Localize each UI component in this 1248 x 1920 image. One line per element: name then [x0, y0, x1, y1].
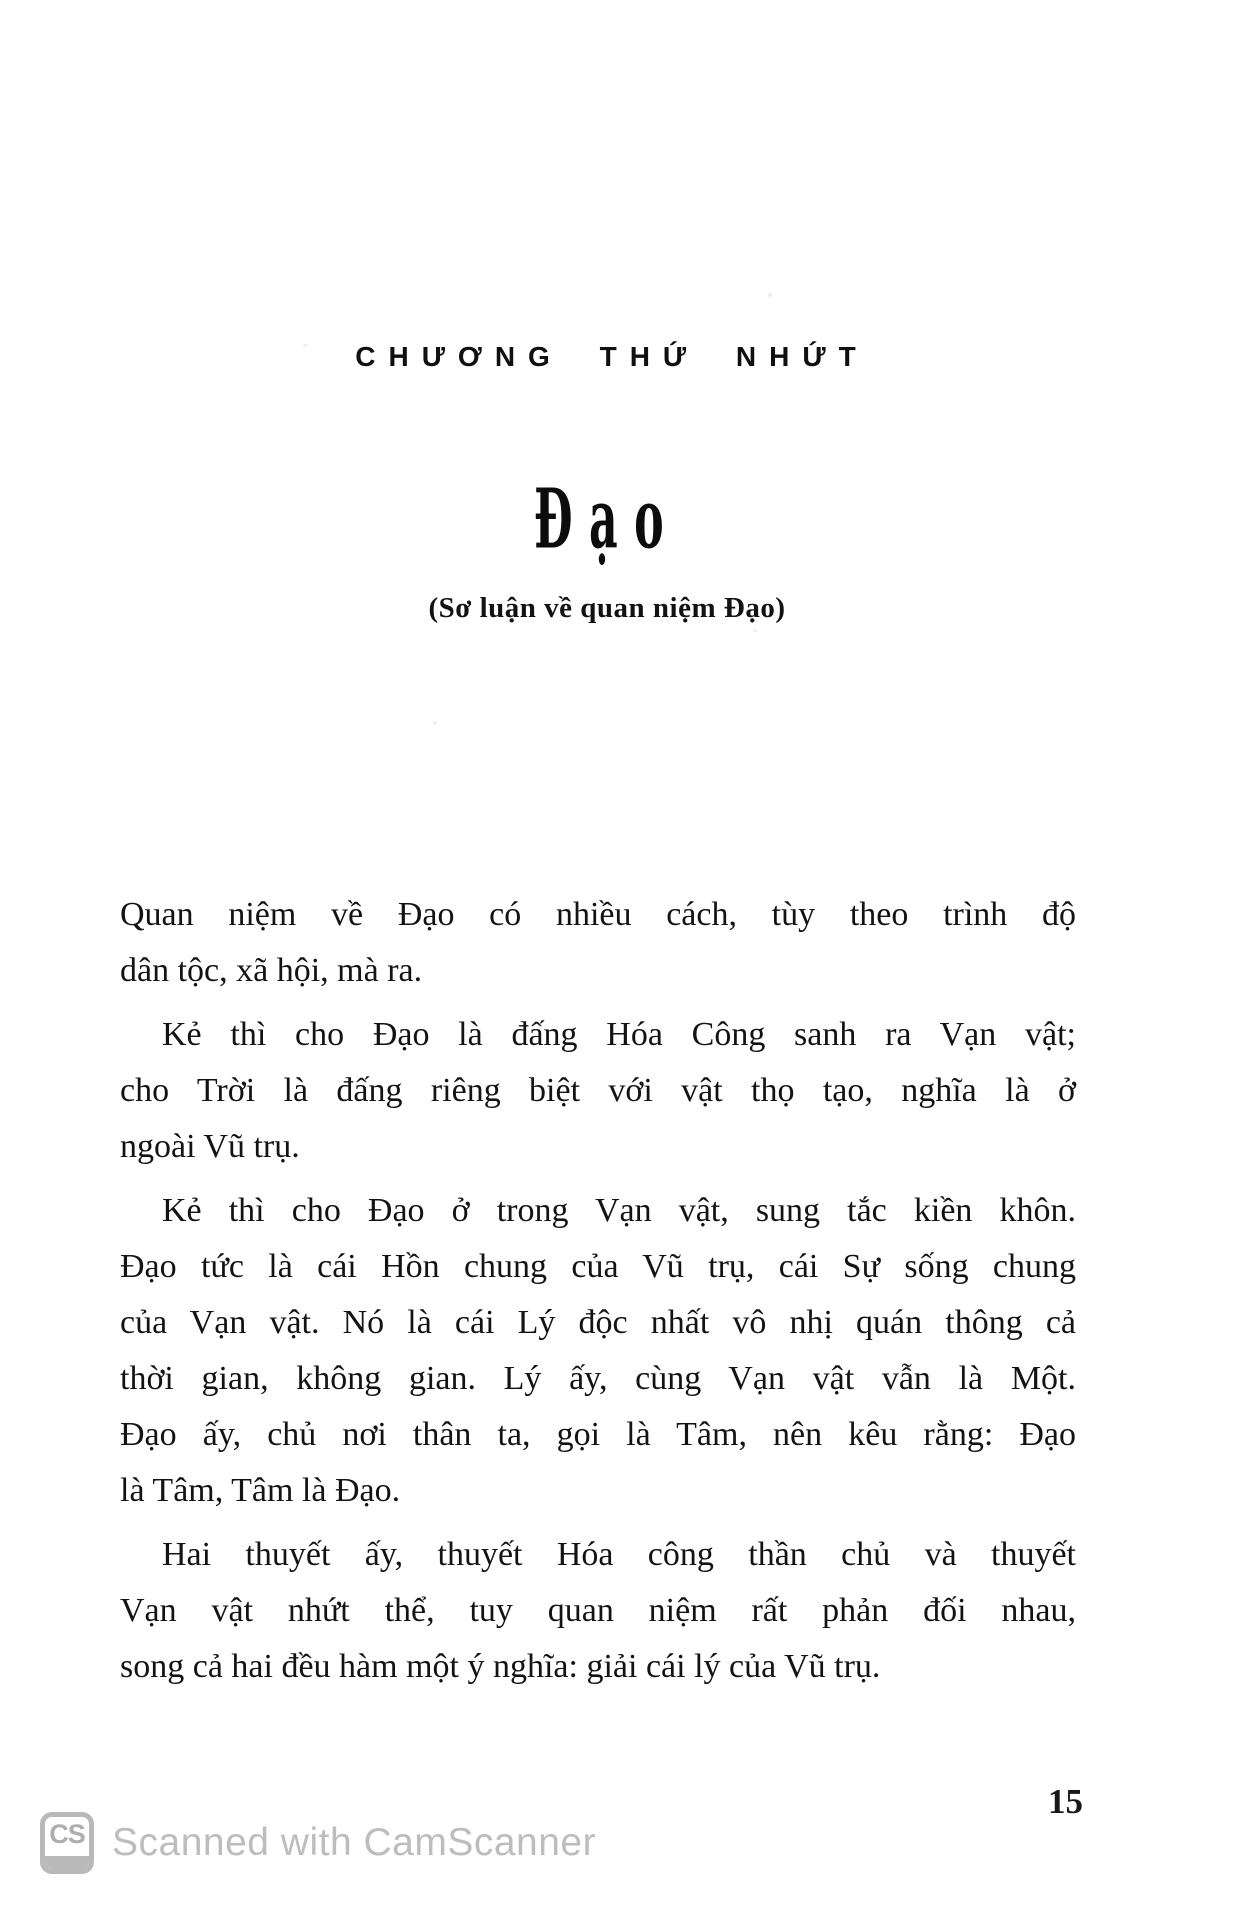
body-line: Hai thuyết ấy, thuyết Hóa công thần chủ và thuyết [162, 1536, 1076, 1573]
paragraph [120, 887, 1076, 999]
scan-artifact [303, 344, 308, 347]
page-subtitle: (Sơ luận về quan niệm Đạo) [428, 592, 786, 624]
body-line: ngoài Vũ trụ. [120, 1128, 300, 1165]
camscanner-watermark [40, 1812, 596, 1874]
body-line: Kẻ thì cho Đạo là đấng Hóa Công sanh ra Vạn vật; [162, 1016, 1076, 1053]
paragraph [120, 1183, 1076, 1519]
body-line: thời gian, không gian. Lý ấy, cùng Vạn vật vẫn là Một. [120, 1360, 1076, 1397]
page-title: Đạo [533, 470, 681, 568]
camscanner-logo-icon [40, 1812, 94, 1874]
body-line: Quan niệm về Đạo có nhiều cách, tùy theo trình độ [120, 896, 1076, 933]
scan-artifact [753, 629, 758, 632]
body-line: dân tộc, xã hội, mà ra. [120, 952, 423, 989]
body-line: Kẻ thì cho Đạo ở trong Vạn vật, sung tắc kiền khôn. [162, 1192, 1076, 1229]
body-line: là Tâm, Tâm là Đạo. [120, 1472, 401, 1509]
watermark-text: Scanned with CamScanner [112, 1821, 597, 1864]
paragraph [120, 1007, 1076, 1175]
chapter-heading: CHƯƠNG THỨ NHỨT [355, 341, 869, 372]
body-line: song cả hai đều hàm một ý nghĩa: giải cái lý của Vũ trụ. [120, 1648, 881, 1685]
camscanner-logo-label: CS [49, 1819, 85, 1849]
paragraph [120, 1527, 1076, 1695]
body-line: của Vạn vật. Nó là cái Lý độc nhất vô nhị quán thông cả [120, 1304, 1076, 1341]
body-text [120, 887, 1076, 1695]
body-line: Đạo tức là cái Hồn chung của Vũ trụ, cái Sự sống chung [120, 1248, 1076, 1285]
scan-artifact [768, 292, 772, 298]
scan-artifact [433, 721, 437, 725]
body-line: Đạo ấy, chủ nơi thân ta, gọi là Tâm, nên kêu rằng: Đạo [120, 1416, 1076, 1453]
body-line: Vạn vật nhứt thể, tuy quan niệm rất phản đối nhau, [120, 1592, 1076, 1629]
page-number: 15 [1048, 1782, 1083, 1821]
camscanner-logo-tab [43, 1856, 91, 1871]
body-line: cho Trời là đấng riêng biệt với vật thọ tạo, nghĩa là ở [120, 1072, 1076, 1109]
